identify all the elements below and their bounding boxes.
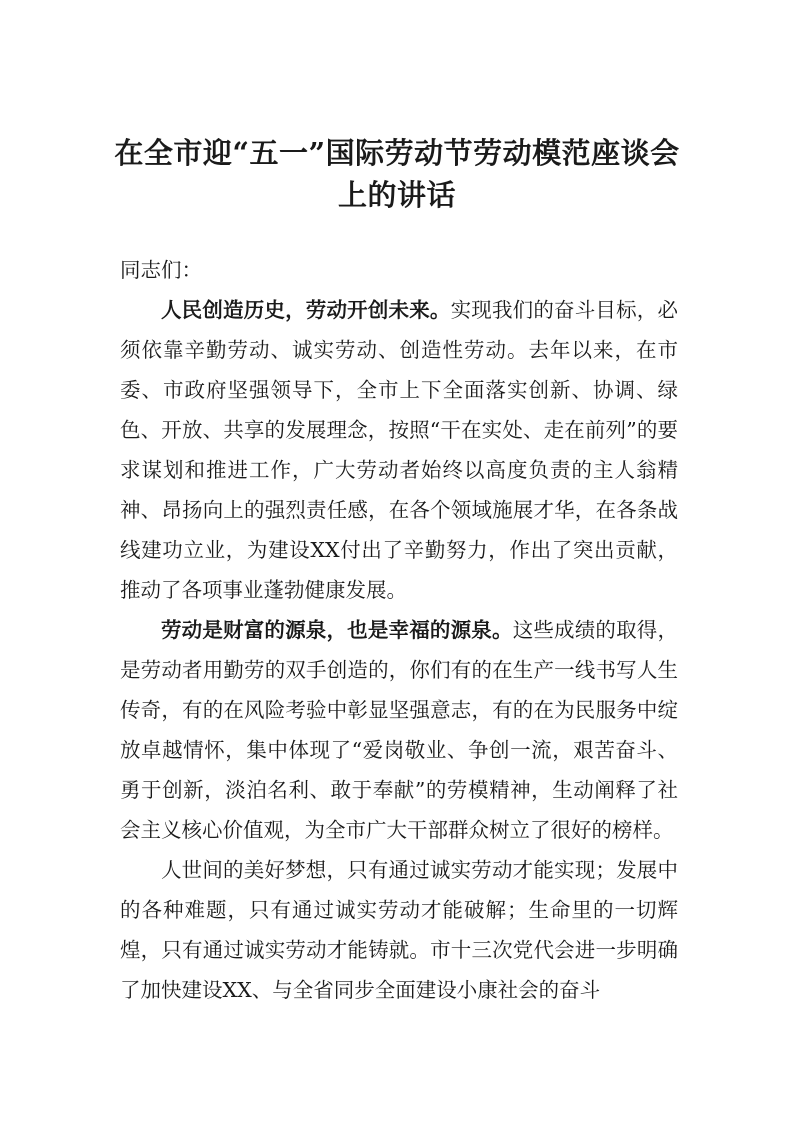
- title-line-1: 在全市迎“五一”国际劳动节劳动模范座谈会: [114, 136, 680, 170]
- paragraph-3-text: 人世间的美好梦想，只有通过诚实劳动才能实现；发展中的各种难题，只有通过诚实劳动才能破解；生命里的一切辉煌，只有通过诚实劳动才能铸就。市十三次党代会进一步明确了加快建设XX、与全省同步全面建设小康社会的奋斗: [120, 858, 678, 1002]
- paragraph-3: [120, 850, 678, 1010]
- salutation: 同志们：: [120, 258, 202, 282]
- paragraph-2-text: 这些成绩的取得，是劳动者用勤劳的双手创造的，你们有的在生产一线书写人生传奇，有的在风险考验中彰显坚强意志，有的在为民服务中绽放卓越情怀，集中体现了“爱岗敬业、争创一流，艰苦奋斗、勇于创新，淡泊名利、敢于奉献”的劳模精神，生动阐释了社会主义核心价值观，为全市广大干部群众树立了很好的榜样。: [120, 618, 678, 842]
- document-title: [100, 132, 694, 216]
- paragraph-1-text: 实现我们的奋斗目标，必须依靠辛勤劳动、诚实劳动、创造性劳动。去年以来，在市委、市政府坚强领导下，全市上下全面落实创新、协调、绿色、开放、共享的发展理念，按照“干在实处、走在前列”的要求谋划和推进工作，广大劳动者始终以高度负责的主人翁精神、昂扬向上的强烈责任感，在各个领域施展才华，在各条战线建功立业，为建设XX付出了辛勤努力，作出了突出贡献，推动了各项事业蓬勃健康发展。: [120, 298, 678, 602]
- paragraph-1-lead: 人民创造历史，劳动开创未来。: [161, 298, 451, 322]
- paragraph-2: [120, 610, 678, 850]
- document-body: [120, 250, 678, 1010]
- paragraph-1: [120, 290, 678, 610]
- paragraph-2-lead: 劳动是财富的源泉，也是幸福的源泉。: [161, 618, 513, 642]
- title-line-2: 上的讲话: [337, 178, 456, 212]
